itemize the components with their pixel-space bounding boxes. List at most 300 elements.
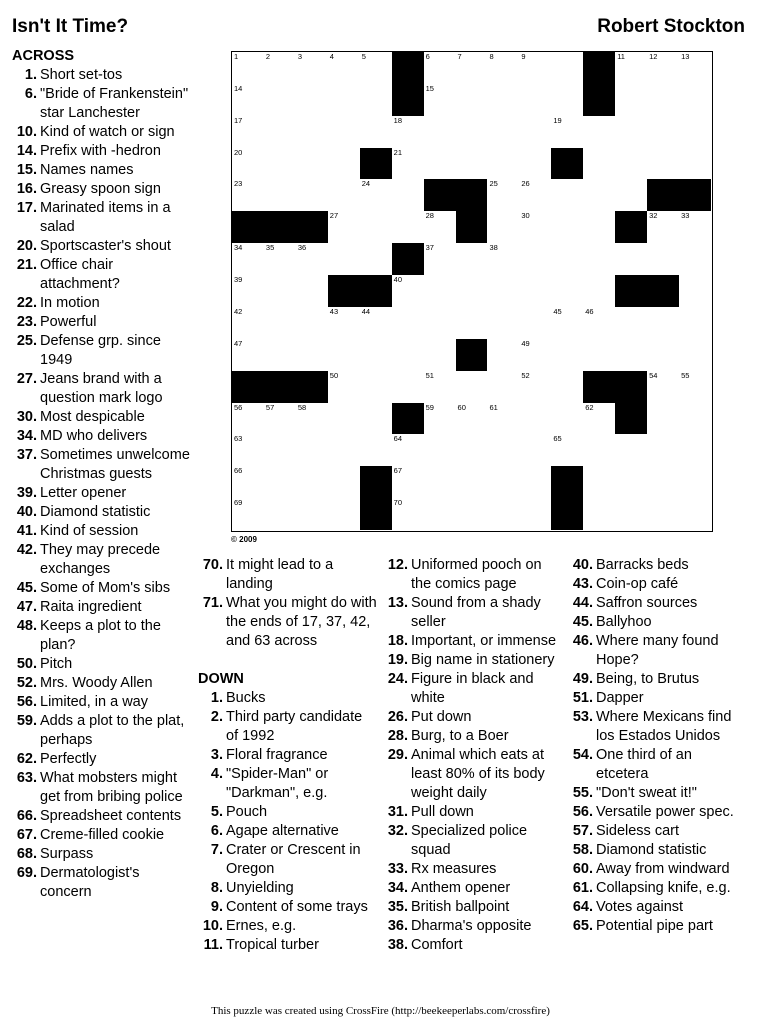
grid-cell[interactable] [392, 211, 425, 244]
grid-cell[interactable] [456, 434, 489, 467]
grid-cell[interactable] [615, 84, 648, 117]
grid-cell[interactable] [519, 211, 552, 244]
grid-cell[interactable] [232, 434, 265, 467]
grid-cell[interactable] [519, 403, 552, 436]
clue-text: Surpass [40, 846, 94, 862]
grid-cell[interactable] [519, 243, 552, 276]
grid-cell[interactable] [679, 339, 711, 372]
grid-cell[interactable] [296, 434, 329, 467]
grid-cell[interactable] [583, 434, 616, 467]
clue-text: Keeps a plot to the plan? [40, 618, 161, 653]
grid-cell-number: 26 [521, 179, 530, 189]
grid-cell[interactable] [296, 403, 329, 436]
grid-cell[interactable] [296, 52, 329, 85]
grid-cell[interactable] [456, 498, 489, 530]
grid-cell[interactable] [232, 466, 265, 499]
grid-cell[interactable] [328, 466, 361, 499]
grid-cell-number: 6 [425, 52, 430, 61]
grid-cell[interactable] [679, 434, 711, 467]
clue-text: In motion [40, 295, 100, 311]
clue-text: Anthem opener [411, 880, 511, 896]
grid-cell[interactable] [615, 498, 648, 530]
grid-cell[interactable] [360, 179, 393, 212]
clue-text: Creme-filled cookie [40, 827, 165, 843]
clue-text: Dermatologist's concern [40, 865, 140, 900]
grid-cell[interactable] [615, 243, 648, 276]
grid-cell[interactable] [264, 179, 297, 212]
grid-cell[interactable] [264, 116, 297, 149]
grid-cell[interactable] [264, 466, 297, 499]
grid-cell[interactable] [487, 466, 520, 499]
grid-cell[interactable] [360, 211, 393, 244]
grid-cell[interactable] [583, 339, 616, 372]
grid-cell[interactable] [456, 466, 489, 499]
grid-cell[interactable] [328, 179, 361, 212]
clue-text: One third of an etcetera [596, 747, 692, 782]
grid-cell[interactable] [328, 52, 361, 85]
grid-cell[interactable] [679, 371, 711, 404]
clue-text: Defense grp. since 1949 [40, 333, 161, 368]
grid-black-square [647, 179, 680, 212]
grid-cell[interactable] [328, 243, 361, 276]
clue-text: They may precede exchanges [40, 542, 161, 577]
grid-cell[interactable] [487, 498, 520, 530]
clue-number: 49. [572, 671, 593, 687]
grid-cell[interactable] [487, 339, 520, 372]
grid-cell[interactable] [296, 148, 329, 181]
grid-cell[interactable] [679, 275, 711, 308]
grid-cell[interactable] [360, 434, 393, 467]
grid-cell[interactable] [519, 466, 552, 499]
grid-cell-number: 47 [234, 338, 243, 348]
grid-cell[interactable] [392, 179, 425, 212]
grid-cell[interactable] [615, 52, 648, 85]
grid-cell[interactable] [264, 339, 297, 372]
grid-cell-number: 7 [457, 52, 462, 61]
grid-cell[interactable] [232, 307, 265, 340]
grid-cell-number: 62 [585, 402, 594, 412]
grid-cell[interactable] [328, 116, 361, 149]
grid-cell[interactable] [487, 116, 520, 149]
grid-cell[interactable] [328, 339, 361, 372]
clue-number: 35. [387, 899, 408, 915]
grid-cell[interactable] [392, 339, 425, 372]
grid-cell[interactable] [232, 116, 265, 149]
clue-number: 37. [16, 447, 37, 463]
grid-cell[interactable] [615, 466, 648, 499]
grid-cell[interactable] [424, 403, 457, 436]
grid-cell[interactable] [583, 403, 616, 436]
down-clue [198, 841, 378, 879]
grid-black-square [360, 148, 393, 181]
clue-number: 61. [572, 880, 593, 896]
grid-cell[interactable] [296, 275, 329, 308]
grid-cell[interactable] [679, 466, 711, 499]
grid-cell[interactable] [232, 52, 265, 85]
grid-cell[interactable] [679, 307, 711, 340]
grid-cell[interactable] [487, 403, 520, 436]
clue-text: Pitch [40, 656, 73, 672]
grid-cell[interactable] [296, 498, 329, 530]
grid-cell[interactable] [615, 307, 648, 340]
down-clue [198, 689, 378, 708]
grid-cell[interactable] [519, 52, 552, 85]
clue-text: Powerful [40, 314, 97, 330]
grid-cell[interactable] [647, 498, 680, 530]
grid-cell[interactable] [647, 403, 680, 436]
grid-cell[interactable] [679, 403, 711, 436]
grid-cell[interactable] [519, 275, 552, 308]
grid-cell[interactable] [519, 148, 552, 181]
grid-cell[interactable] [296, 466, 329, 499]
down-header: DOWN [198, 671, 244, 687]
grid-cell[interactable] [647, 339, 680, 372]
grid-cell[interactable] [328, 211, 361, 244]
clue-text: Coin-op café [596, 576, 679, 592]
grid-cell[interactable] [679, 52, 711, 85]
crossword-grid [231, 51, 713, 532]
grid-cell-number: 70 [393, 498, 402, 508]
grid-cell[interactable] [456, 371, 489, 404]
grid-cell[interactable] [328, 403, 361, 436]
grid-cell[interactable] [424, 275, 457, 308]
grid-cell[interactable] [583, 211, 616, 244]
grid-cell[interactable] [232, 403, 265, 436]
grid-cell[interactable] [551, 52, 584, 85]
spacer [198, 651, 378, 670]
grid-cell[interactable] [583, 275, 616, 308]
grid-cell-number: 17 [234, 115, 243, 125]
grid-cell[interactable] [296, 84, 329, 117]
grid-black-square [679, 179, 711, 212]
grid-black-square [615, 371, 648, 404]
clue-number: 19. [387, 652, 408, 668]
grid-cell[interactable] [328, 498, 361, 530]
grid-cell[interactable] [424, 339, 457, 372]
grid-cell[interactable] [232, 148, 265, 181]
grid-cell[interactable] [551, 211, 584, 244]
grid-cell[interactable] [424, 466, 457, 499]
grid-cell[interactable] [487, 148, 520, 181]
clue-text: Dharma's opposite [411, 918, 532, 934]
grid-cell[interactable] [264, 403, 297, 436]
grid-cell[interactable] [679, 211, 711, 244]
grid-cell[interactable] [296, 116, 329, 149]
across-clue [12, 807, 192, 826]
grid-cell[interactable] [424, 52, 457, 85]
clue-number: 59. [16, 713, 37, 729]
across-clue [12, 294, 192, 313]
grid-cell[interactable] [679, 498, 711, 530]
grid-cell[interactable] [328, 434, 361, 467]
clue-text: Saffron sources [596, 595, 698, 611]
grid-cell[interactable] [583, 148, 616, 181]
clue-number: 60. [572, 861, 593, 877]
grid-cell[interactable] [679, 84, 711, 117]
grid-cell[interactable] [232, 84, 265, 117]
grid-cell[interactable] [360, 339, 393, 372]
down-clue [568, 689, 748, 708]
clue-text: Where many found Hope? [596, 633, 719, 668]
clue-text: Unyielding [226, 880, 294, 896]
grid-cell[interactable] [487, 307, 520, 340]
across-clue [12, 845, 192, 864]
grid-cell[interactable] [519, 84, 552, 117]
grid-cell[interactable] [360, 52, 393, 85]
grid-cell-number: 15 [425, 83, 434, 93]
grid-cell-number: 8 [489, 52, 494, 61]
clue-number: 3. [210, 747, 223, 763]
clue-number: 9. [210, 899, 223, 915]
grid-cell[interactable] [360, 371, 393, 404]
down-clue [568, 803, 748, 822]
grid-cell[interactable] [456, 52, 489, 85]
clue-number: 68. [16, 846, 37, 862]
grid-cell-number: 19 [553, 115, 562, 125]
clue-number: 22. [16, 295, 37, 311]
clue-text: Bucks [226, 690, 266, 706]
down-clue [568, 898, 748, 917]
grid-cell[interactable] [392, 275, 425, 308]
grid-cell[interactable] [647, 243, 680, 276]
grid-cell[interactable] [551, 84, 584, 117]
clue-text: Sometimes unwelcome Christmas guests [40, 447, 190, 482]
clue-text: It might lead to a landing [226, 557, 334, 592]
grid-cell-number: 52 [521, 370, 530, 380]
grid-cell-number: 20 [234, 147, 243, 157]
grid-cell-number: 58 [297, 402, 307, 412]
grid-cell[interactable] [647, 211, 680, 244]
across-clue [12, 484, 192, 503]
across-clue [12, 617, 192, 655]
grid-cell[interactable] [264, 498, 297, 530]
grid-cell[interactable] [360, 84, 393, 117]
grid-cell[interactable] [487, 52, 520, 85]
grid-cell[interactable] [456, 243, 489, 276]
clues-column-1 [12, 47, 192, 902]
grid-cell[interactable] [232, 275, 265, 308]
grid-cell[interactable] [424, 211, 457, 244]
grid-cell[interactable] [679, 116, 711, 149]
clue-text: Diamond statistic [596, 842, 707, 858]
grid-black-square [456, 211, 489, 244]
grid-cell[interactable] [519, 116, 552, 149]
clue-number: 64. [572, 899, 593, 915]
clue-text: Spreadsheet contents [40, 808, 182, 824]
clue-number: 53. [572, 709, 593, 725]
clues-column-4 [568, 556, 748, 936]
clue-number: 70. [202, 557, 223, 573]
grid-cell[interactable] [456, 84, 489, 117]
grid-cell[interactable] [551, 179, 584, 212]
grid-cell[interactable] [487, 434, 520, 467]
clue-number: 15. [16, 162, 37, 178]
grid-cell-number: 64 [393, 434, 402, 444]
grid-cell[interactable] [551, 339, 584, 372]
grid-cell[interactable] [296, 307, 329, 340]
grid-cell[interactable] [615, 116, 648, 149]
clue-text: Most despicable [40, 409, 145, 425]
grid-cell[interactable] [424, 371, 457, 404]
clue-text: Adds a plot to the plat, perhaps [40, 713, 185, 748]
grid-cell[interactable] [519, 307, 552, 340]
grid-cell[interactable] [487, 211, 520, 244]
clue-text: Limited, in a way [40, 694, 148, 710]
grid-cell[interactable] [583, 307, 616, 340]
clue-text: Letter opener [40, 485, 127, 501]
grid-cell[interactable] [615, 179, 648, 212]
grid-cell[interactable] [264, 52, 297, 85]
clue-number: 27. [16, 371, 37, 387]
grid-cell[interactable] [519, 179, 552, 212]
grid-cell[interactable] [551, 371, 584, 404]
grid-cell[interactable] [519, 371, 552, 404]
grid-cell[interactable] [456, 275, 489, 308]
grid-black-square [551, 466, 584, 499]
grid-cell[interactable] [360, 403, 393, 436]
grid-cell[interactable] [487, 179, 520, 212]
clue-number: 31. [387, 804, 408, 820]
grid-cell[interactable] [487, 275, 520, 308]
clue-number: 34. [387, 880, 408, 896]
across-clue [12, 503, 192, 522]
grid-cell[interactable] [392, 148, 425, 181]
grid-cell[interactable] [232, 498, 265, 530]
grid-cell[interactable] [424, 307, 457, 340]
grid-cell[interactable] [615, 339, 648, 372]
grid-cell[interactable] [551, 307, 584, 340]
grid-cell[interactable] [647, 371, 680, 404]
clue-number: 2. [210, 709, 223, 725]
across-clue [12, 693, 192, 712]
grid-cell[interactable] [424, 434, 457, 467]
grid-cell[interactable] [583, 498, 616, 530]
grid-cell[interactable] [328, 307, 361, 340]
down-clue [198, 936, 378, 955]
grid-cell[interactable] [232, 243, 265, 276]
grid-cell[interactable] [551, 243, 584, 276]
grid-cell[interactable] [328, 148, 361, 181]
grid-cell[interactable] [519, 498, 552, 530]
grid-cell[interactable] [424, 243, 457, 276]
grid-cell-number: 1 [234, 52, 239, 61]
grid-cell[interactable] [424, 498, 457, 530]
down-clue [383, 727, 563, 746]
grid-cell-number: 21 [393, 147, 402, 157]
clue-text: Comfort [411, 937, 463, 953]
grid-black-square [456, 179, 489, 212]
clue-text: Agape alternative [226, 823, 339, 839]
grid-cell[interactable] [487, 84, 520, 117]
grid-cell[interactable] [647, 52, 680, 85]
grid-cell[interactable] [647, 434, 680, 467]
grid-cell[interactable] [328, 371, 361, 404]
grid-cell[interactable] [360, 243, 393, 276]
grid-cell[interactable] [583, 466, 616, 499]
grid-cell[interactable] [232, 339, 265, 372]
grid-cell[interactable] [456, 403, 489, 436]
grid-cell[interactable] [456, 148, 489, 181]
grid-cell[interactable] [647, 116, 680, 149]
grid-cell[interactable] [519, 339, 552, 372]
down-clue [383, 860, 563, 879]
across-clue [12, 408, 192, 427]
grid-cell[interactable] [296, 339, 329, 372]
grid-cell[interactable] [264, 434, 297, 467]
grid-cell[interactable] [583, 179, 616, 212]
grid-cell[interactable] [264, 243, 297, 276]
clue-number: 58. [572, 842, 593, 858]
grid-cell[interactable] [615, 434, 648, 467]
grid-cell[interactable] [679, 148, 711, 181]
clue-number: 20. [16, 238, 37, 254]
across-clue [12, 769, 192, 807]
grid-cell[interactable] [551, 434, 584, 467]
grid-cell[interactable] [424, 116, 457, 149]
grid-cell[interactable] [456, 307, 489, 340]
across-clue [12, 123, 192, 142]
grid-cell[interactable] [392, 466, 425, 499]
grid-cell[interactable] [264, 275, 297, 308]
grid-cell[interactable] [392, 498, 425, 530]
grid-cell[interactable] [647, 466, 680, 499]
grid-cell[interactable] [296, 243, 329, 276]
grid-cell[interactable] [456, 116, 489, 149]
grid-cell[interactable] [647, 84, 680, 117]
clue-text: Big name in stationery [411, 652, 555, 668]
grid-cell[interactable] [647, 307, 680, 340]
grid-cell-number: 46 [585, 306, 594, 316]
grid-cell[interactable] [551, 116, 584, 149]
grid-cell-number: 27 [329, 211, 339, 221]
grid-cell-number: 25 [489, 179, 498, 189]
grid-cell[interactable] [264, 84, 297, 117]
grid-cell[interactable] [647, 148, 680, 181]
grid-cell[interactable] [264, 307, 297, 340]
grid-cell-number: 59 [425, 402, 434, 412]
clue-number: 8. [210, 880, 223, 896]
grid-cell-number: 24 [361, 179, 371, 189]
down-clue [198, 765, 378, 803]
grid-cell[interactable] [583, 116, 616, 149]
grid-cell[interactable] [264, 148, 297, 181]
grid-cell[interactable] [424, 148, 457, 181]
across-clue [12, 522, 192, 541]
grid-cell[interactable] [392, 371, 425, 404]
grid-cell[interactable] [392, 434, 425, 467]
grid-cell[interactable] [424, 84, 457, 117]
grid-cell[interactable] [583, 243, 616, 276]
grid-cell[interactable] [487, 243, 520, 276]
grid-black-square [264, 211, 297, 244]
grid-cell[interactable] [551, 275, 584, 308]
grid-cell[interactable] [360, 116, 393, 149]
grid-cell[interactable] [392, 307, 425, 340]
grid-cell[interactable] [360, 307, 393, 340]
grid-cell[interactable] [392, 116, 425, 149]
clue-number: 45. [572, 614, 593, 630]
grid-cell[interactable] [328, 84, 361, 117]
grid-cell[interactable] [519, 434, 552, 467]
grid-cell[interactable] [551, 403, 584, 436]
grid-cell[interactable] [296, 179, 329, 212]
grid-cell[interactable] [487, 371, 520, 404]
grid-cell[interactable] [679, 243, 711, 276]
clue-number: 36. [387, 918, 408, 934]
grid-cell-number: 11 [617, 52, 625, 61]
grid-cell[interactable] [232, 179, 265, 212]
grid-cell[interactable] [615, 148, 648, 181]
